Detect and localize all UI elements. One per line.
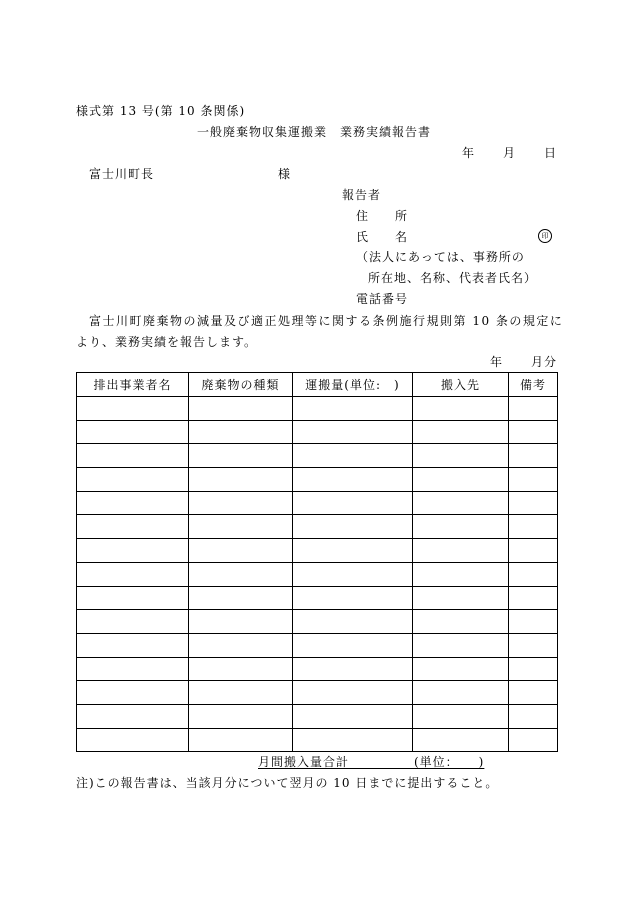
table-cell[interactable] — [77, 420, 189, 444]
report-table — [76, 372, 558, 752]
table-header-row — [77, 373, 558, 397]
table-cell[interactable] — [77, 681, 189, 705]
table-cell[interactable] — [77, 397, 189, 421]
table-cell[interactable] — [293, 491, 413, 515]
table-cell[interactable] — [293, 610, 413, 634]
table-cell[interactable] — [189, 704, 293, 728]
table-cell[interactable] — [509, 468, 558, 492]
table-cell[interactable] — [293, 657, 413, 681]
table-cell[interactable] — [293, 586, 413, 610]
table-cell[interactable] — [77, 657, 189, 681]
table-cell[interactable] — [413, 728, 509, 752]
table-cell[interactable] — [189, 468, 293, 492]
table-cell[interactable] — [189, 728, 293, 752]
table-cell[interactable] — [509, 562, 558, 586]
col-header-destination: 搬入先 — [413, 373, 509, 397]
date-day-label: 日 — [544, 146, 558, 160]
table-cell[interactable] — [413, 420, 509, 444]
table-cell[interactable] — [413, 657, 509, 681]
table-cell[interactable] — [293, 539, 413, 563]
table-cell[interactable] — [77, 539, 189, 563]
table-row — [77, 468, 558, 492]
col-header-remarks: 備考 — [509, 373, 558, 397]
table-cell[interactable] — [509, 539, 558, 563]
table-cell[interactable] — [509, 728, 558, 752]
reporter-name-label: 氏 名 — [356, 230, 409, 244]
reporter-heading: 報告者 — [342, 188, 382, 202]
table-cell[interactable] — [189, 515, 293, 539]
table-cell[interactable] — [509, 586, 558, 610]
col-header-waste-type: 廃棄物の種類 — [189, 373, 293, 397]
table-cell[interactable] — [413, 681, 509, 705]
table-cell[interactable] — [413, 562, 509, 586]
table-row — [77, 728, 558, 752]
corporate-note-line1: （法人にあっては、事務所の — [356, 250, 525, 264]
table-cell[interactable] — [189, 444, 293, 468]
table-row — [77, 491, 558, 515]
table-cell[interactable] — [77, 728, 189, 752]
monthly-total-label: 月間搬入量合計 (単位： ) — [258, 755, 485, 769]
table-row — [77, 586, 558, 610]
table-cell[interactable] — [189, 610, 293, 634]
table-cell[interactable] — [293, 420, 413, 444]
table-cell[interactable] — [509, 704, 558, 728]
table-cell[interactable] — [509, 610, 558, 634]
reporter-address-label: 住 所 — [356, 209, 409, 223]
table-cell[interactable] — [77, 704, 189, 728]
table-cell[interactable] — [189, 491, 293, 515]
table-cell[interactable] — [293, 444, 413, 468]
table-cell[interactable] — [189, 397, 293, 421]
table-cell[interactable] — [413, 633, 509, 657]
table-row — [77, 681, 558, 705]
date-year-label: 年 — [462, 146, 476, 160]
corporate-note-line2: 所在地、名称、代表者氏名） — [368, 271, 538, 285]
table-cell[interactable] — [413, 397, 509, 421]
table-row — [77, 562, 558, 586]
table-row — [77, 397, 558, 421]
table-cell[interactable] — [77, 515, 189, 539]
table-cell[interactable] — [293, 397, 413, 421]
table-row — [77, 444, 558, 468]
document-title: 一般廃棄物収集運搬業 業務実績報告書 — [197, 125, 432, 139]
table-cell[interactable] — [77, 491, 189, 515]
table-cell[interactable] — [189, 681, 293, 705]
table-cell[interactable] — [413, 586, 509, 610]
table-row — [77, 515, 558, 539]
form-number: 様式第 13 号(第 10 条関係) — [76, 104, 246, 118]
table-cell[interactable] — [293, 633, 413, 657]
body-text-line2: より、業務実績を報告します。 — [76, 335, 258, 349]
table-row — [77, 657, 558, 681]
table-cell[interactable] — [293, 562, 413, 586]
table-cell[interactable] — [293, 468, 413, 492]
table-row — [77, 420, 558, 444]
table-cell[interactable] — [293, 728, 413, 752]
table-cell[interactable] — [77, 444, 189, 468]
date-month-label: 月 — [503, 146, 517, 160]
seal-mark: 印 — [538, 229, 552, 243]
table-cell[interactable] — [189, 420, 293, 444]
table-row — [77, 633, 558, 657]
col-header-transport-amount: 運搬量(単位: ) — [293, 373, 413, 397]
footnote: 注)この報告書は、当該月分について翌月の 10 日までに提出すること。 — [76, 776, 499, 790]
report-period — [490, 355, 557, 369]
table-cell[interactable] — [77, 610, 189, 634]
table-row — [77, 539, 558, 563]
table-cell[interactable] — [189, 633, 293, 657]
table-cell[interactable] — [413, 491, 509, 515]
period-year-label: 年 — [490, 355, 504, 369]
table-cell[interactable] — [189, 586, 293, 610]
col-header-discharger: 排出事業者名 — [77, 373, 189, 397]
table-cell[interactable] — [509, 491, 558, 515]
table-cell[interactable] — [293, 681, 413, 705]
table-cell[interactable] — [77, 468, 189, 492]
addressee-name: 富士川町長 — [89, 167, 155, 181]
addressee-honorific: 様 — [278, 167, 292, 181]
table-row — [77, 704, 558, 728]
period-month-label: 月分 — [531, 355, 558, 369]
table-cell[interactable] — [509, 515, 558, 539]
table-cell[interactable] — [509, 420, 558, 444]
table-cell[interactable] — [413, 444, 509, 468]
table-cell[interactable] — [509, 633, 558, 657]
table-cell[interactable] — [293, 704, 413, 728]
table-cell[interactable] — [189, 539, 293, 563]
table-cell[interactable] — [509, 657, 558, 681]
table-cell[interactable] — [509, 444, 558, 468]
table-cell[interactable] — [77, 586, 189, 610]
table-cell[interactable] — [509, 397, 558, 421]
table-cell[interactable] — [77, 633, 189, 657]
table-cell[interactable] — [77, 562, 189, 586]
reporter-phone-label: 電話番号 — [356, 292, 409, 306]
table-row — [77, 610, 558, 634]
table-cell[interactable] — [413, 515, 509, 539]
body-text-line1: 富士川町廃棄物の減量及び適正処理等に関する条例施行規則第 10 条の規定に — [89, 314, 564, 328]
table-cell[interactable] — [413, 468, 509, 492]
table-cell[interactable] — [413, 610, 509, 634]
table-cell[interactable] — [509, 681, 558, 705]
report-date — [462, 146, 557, 160]
table-cell[interactable] — [413, 704, 509, 728]
table-cell[interactable] — [189, 562, 293, 586]
table-cell[interactable] — [189, 657, 293, 681]
table-cell[interactable] — [413, 539, 509, 563]
table-cell[interactable] — [293, 515, 413, 539]
